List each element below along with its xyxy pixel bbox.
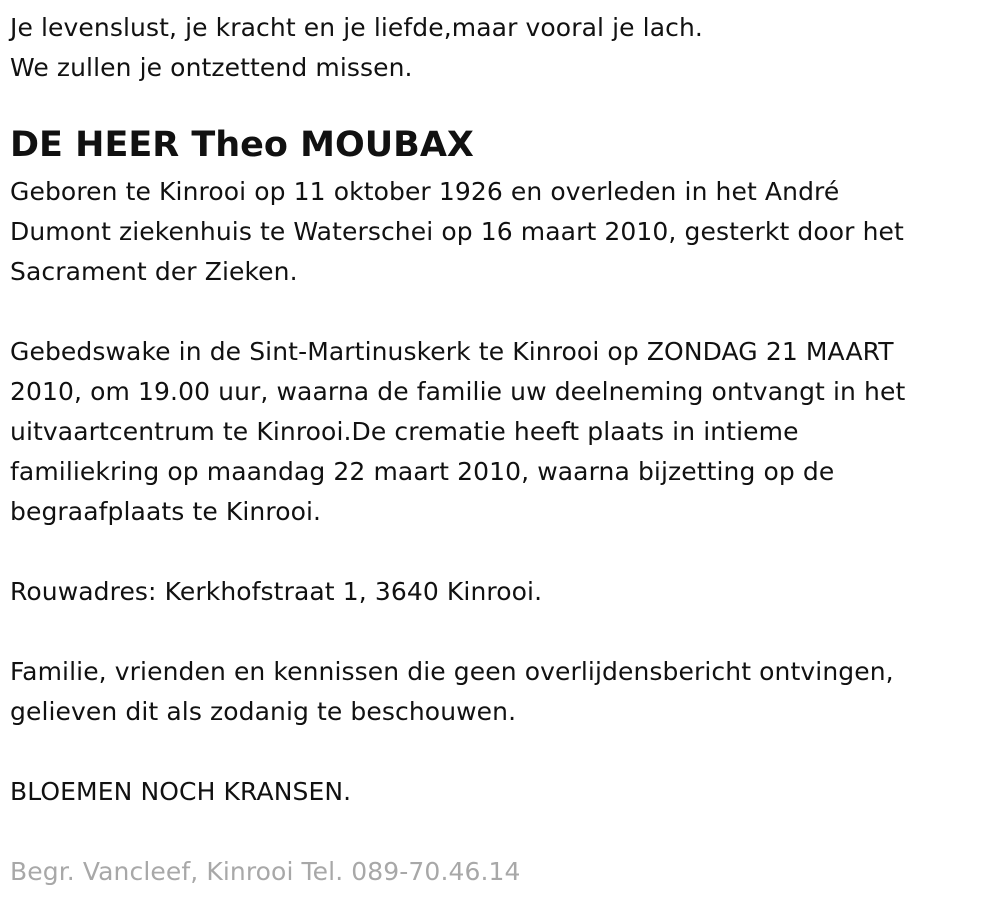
deceased-name: DE HEER Theo MOUBAX xyxy=(10,125,474,165)
no-flowers-request: BLOEMEN NOCH KRANSEN. xyxy=(10,777,352,806)
birth-death-line-3: Sacrament der Zieken. xyxy=(10,257,298,286)
flowers-paragraph xyxy=(10,772,985,812)
address-paragraph xyxy=(10,572,985,612)
notice-paragraph xyxy=(10,652,985,732)
ceremony-line-4: familiekring op maandag 22 maart 2010, waarna bijzetting op de xyxy=(10,457,835,486)
intro-line-2: We zullen je ontzettend missen. xyxy=(10,53,413,82)
ceremony-line-1: Gebedswake in de Sint-Martinuskerk te Kinrooi op ZONDAG 21 MAART xyxy=(10,337,894,366)
birth-death-line-2: Dumont ziekenhuis te Waterschei op 16 maart 2010, gesterkt door het xyxy=(10,217,904,246)
ceremony-line-3: uitvaartcentrum te Kinrooi.De crematie heeft plaats in intieme xyxy=(10,417,799,446)
notice-line-2: gelieven dit als zodanig te beschouwen. xyxy=(10,697,517,726)
notice-line-1: Familie, vrienden en kennissen die geen overlijdensbericht ontvingen, xyxy=(10,657,894,686)
intro-line-1: Je levenslust, je kracht en je liefde,maar vooral je lach. xyxy=(10,13,703,42)
ceremony-paragraph xyxy=(10,332,985,532)
intro-text xyxy=(10,8,985,88)
funeral-home-footer xyxy=(10,852,985,892)
ceremony-line-5: begraafplaats te Kinrooi. xyxy=(10,497,322,526)
funeral-home-contact: Begr. Vancleef, Kinrooi Tel. 089-70.46.14 xyxy=(10,857,521,886)
ceremony-line-2: 2010, om 19.00 uur, waarna de familie uw deelneming ontvangt in het xyxy=(10,377,906,406)
mourning-address: Rouwadres: Kerkhofstraat 1, 3640 Kinrooi. xyxy=(10,577,543,606)
obituary-notice xyxy=(10,8,985,892)
birth-death-line-1: Geboren te Kinrooi op 11 oktober 1926 en overleden in het André xyxy=(10,177,840,206)
birth-death-paragraph xyxy=(10,172,985,292)
